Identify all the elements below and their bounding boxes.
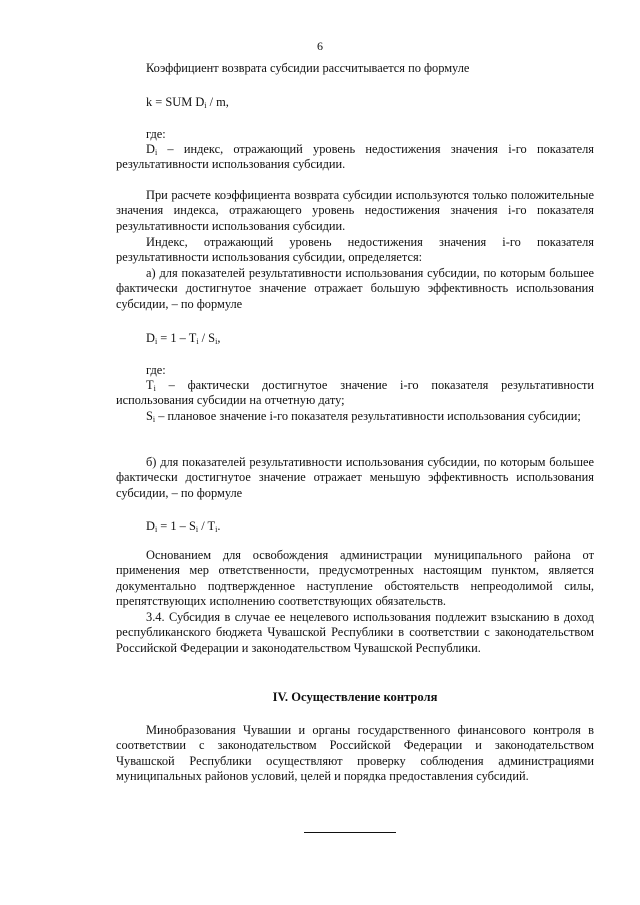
ti-definition (116, 378, 594, 409)
control-paragraph: Минобразования Чувашии и органы государственного финансового контроля в соответствии с законодательством Российской Федерации и законодательством Чувашской Республики осуществляют проверку соблюдения администрациями муниципальных районов условий, целей и порядка предоставления субсидий. (116, 723, 594, 784)
formula-b-sub-3: i (215, 525, 218, 534)
formula-k-sub: i (204, 101, 207, 110)
formula-b-part-2: = 1 – S (157, 519, 196, 533)
formula-a-part-4: , (217, 331, 221, 345)
exemption-paragraph: Основанием для освобождения администрации муниципального района от применения мер ответственности, предусмотренных настоящим пунктом, является документально подтвержденное наступление обстоятельств непреодолимой силы, препятствующих исполнению соответствующих обязательств. (116, 548, 594, 609)
ti-text: – фактически достигнутое значение i-го показателя результативности использования субсидии на отчетную дату; (116, 378, 594, 408)
di-definition (116, 142, 594, 173)
formula-a-sub-3: i (215, 337, 218, 346)
formula-a-part-3: / S (198, 331, 216, 345)
case-b: б) для показателей результативности использования субсидии, по которым большее фактически достигнутое значение отражает меньшую эффективность использования субсидии, – по формуле (116, 455, 594, 500)
si-definition (116, 409, 594, 424)
formula-k-pre: k = SUM D (146, 95, 205, 109)
section-heading: IV. Осуществление контроля (272, 690, 438, 704)
clause-3-4: 3.4. Субсидия в случае ее нецелевого использования подлежит взысканию в доход республиканского бюджета Чувашской Республики в соответствии с законодательством Российской Федерации и законодательством Чувашской Республики. (116, 610, 594, 655)
case-a: а) для показателей результативности использования субсидии, по которым большее фактически достигнутое значение отражает большую эффективность использования субсидии, – по формуле (116, 266, 594, 311)
formula-a-sub-1: i (154, 337, 158, 346)
coef-intro: Коэффициент возврата субсидии рассчитывается по формуле (146, 61, 470, 75)
formula-b-sub-1: i (154, 525, 158, 534)
page-number: 6 (317, 39, 323, 53)
formula-b-part-1: D (146, 519, 155, 533)
where-label-1: где: (146, 127, 166, 141)
formula-b-part-3: / T (198, 519, 216, 533)
index-def-intro: Индекс, отражающий уровень недостижения значения i-го показателя результативности использования субсидии, определяется: (116, 235, 594, 265)
formula-b-sub-2: i (195, 525, 199, 534)
ti-symbol: T (146, 378, 154, 392)
bottom-divider (304, 832, 396, 833)
formula-k (146, 95, 229, 110)
formula-a (146, 331, 220, 346)
ti-symbol-sub: i (153, 384, 156, 393)
di-symbol-sub: i (154, 148, 158, 157)
formula-a-part-2: = 1 – T (157, 331, 197, 345)
formula-k-post: / m, (206, 95, 229, 109)
formula-a-sub-2: i (196, 337, 199, 346)
formula-a-part-1: D (146, 331, 155, 345)
formula-b-part-4: . (217, 519, 221, 533)
di-symbol: D (146, 142, 155, 156)
di-text: – индекс, отражающий уровень недостижения значения i-го показателя результативности использования субсидии. (116, 142, 594, 172)
si-text: – плановое значение i-го показателя результативности использования субсидии; (155, 409, 581, 423)
formula-b (146, 519, 220, 534)
calc-note: При расчете коэффициента возврата субсидии используются только положительные значения индекса, отражающего уровень недостижения значения i-го показателя результативности использования субсидии. (116, 188, 594, 233)
si-symbol: S (146, 409, 153, 423)
si-symbol-sub: i (152, 415, 156, 424)
where-label-2: где: (146, 363, 166, 377)
